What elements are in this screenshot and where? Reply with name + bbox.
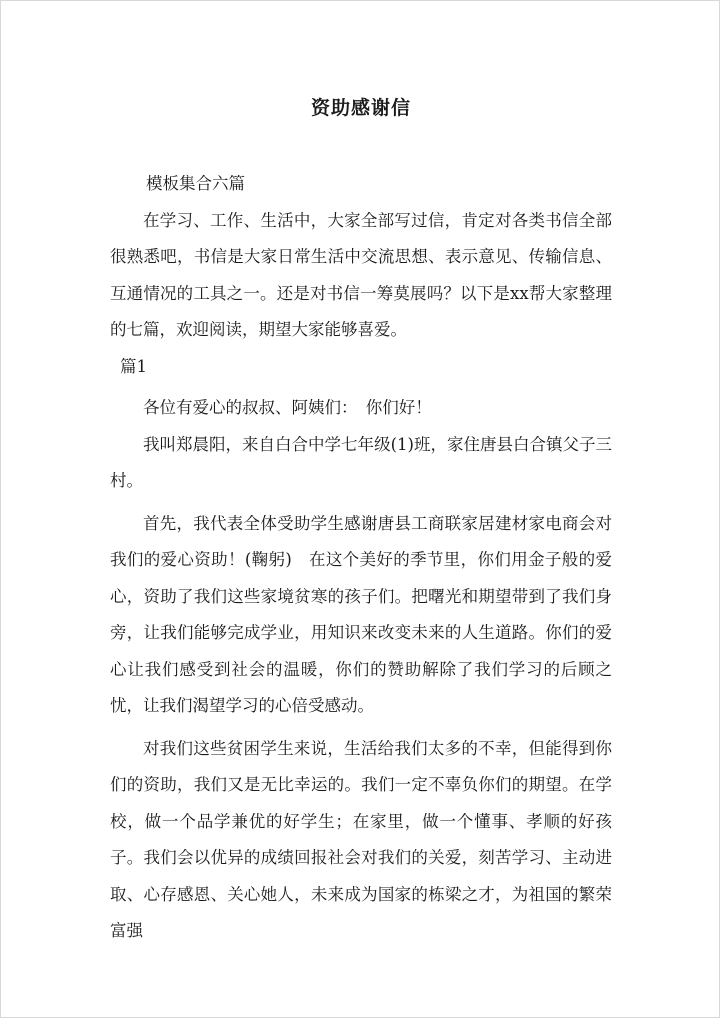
greeting-line: 各位有爱心的叔叔、阿姨们： 你们好！ [143, 398, 432, 417]
intro-paragraph: 在学习、工作、生活中，大家全部写过信，肯定对各类书信全部很熟悉吧，书信是大家日常生活中交流思想、表示意见、传输信息、互通情况的工具之一。还是对书信一筹莫展吗？以下是xx帮大家整理的七篇，欢迎阅读，期望大家能够喜爱。 [110, 210, 612, 339]
document-subtitle: 模板集合六篇 [146, 174, 245, 193]
document-body [110, 166, 612, 950]
body-paragraph: 我叫郑晨阳，来自白合中学七年级(1)班，家住唐县白合镇父子三村。 [110, 434, 612, 490]
body-paragraph: 对我们这些贫困学生来说，生活给我们太多的不幸，但能得到你们的资助，我们又是无比幸运的。我们一定不辜负你们的期望。在学校，做一个品学兼优的好学生；在家里，做一个懂事、孝顺的好孩子。我们会以优异的成绩回报社会对我们的关爱，刻苦学习、主动进取、心存感恩、关心她人，未来成为国家的栋梁之才，为祖国的繁荣富强 [110, 738, 612, 940]
document-title: 资助感谢信 [310, 97, 411, 119]
section-label: 篇1 [120, 356, 147, 376]
body-paragraph: 首先，我代表全体受助学生感谢唐县工商联家居建材家电商会对我们的爱心资助！(鞠躬) 在这个美好的季节里，你们用金子般的爱心，资助了我们这些家境贫寒的孩子们。把曙光和期望带到了我们身旁，让我们能够完成学业，用知识来改变未来的人生道路。你们的爱心让我们感受到社会的温暖，你们的赞助解除了我们学习的后顾之忧，让我们渴望学习的心倍受感动。 [110, 513, 612, 715]
